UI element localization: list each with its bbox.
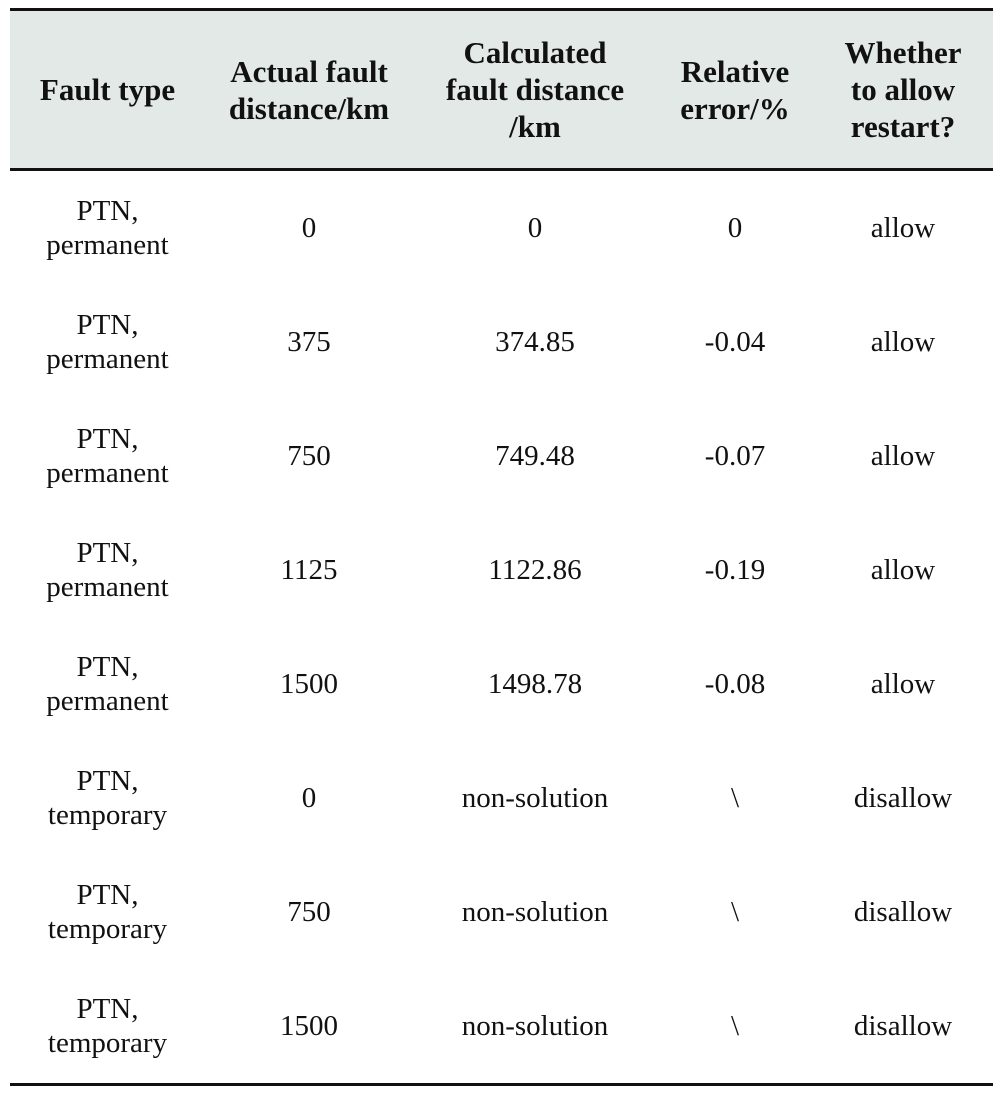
cell-fault-type (10, 170, 205, 286)
cell-fault-type (10, 513, 205, 627)
cell-calculated-distance: non-solution (461, 896, 609, 928)
cell-actual-distance: 1500 (280, 668, 338, 700)
header-actual-distance (205, 10, 413, 170)
table-row (10, 969, 993, 1085)
cell-actual-distance: 1500 (205, 969, 413, 1085)
header-row (10, 10, 993, 170)
cell-relative-error: \ (730, 782, 740, 814)
fault-type-line: PTN, (76, 651, 139, 683)
fault-type-line: permanent (46, 229, 169, 261)
cell-fault-type (10, 855, 205, 969)
fault-type-line: permanent (46, 343, 169, 375)
table-row (10, 627, 993, 741)
cell-relative-error: \ (730, 896, 740, 928)
cell-calculated-distance: 374.85 (495, 326, 575, 358)
fault-type-line: PTN, (76, 537, 139, 569)
cell-fault-type (10, 741, 205, 855)
header-relative-error (657, 10, 813, 170)
table-row (10, 170, 993, 286)
cell-fault-type (10, 969, 205, 1085)
cell-actual-distance: 375 (287, 326, 331, 358)
table-row (10, 855, 993, 969)
header-line: Actual fault (230, 53, 388, 89)
header-line: to allow (850, 72, 956, 107)
cell-allow-restart: allow (870, 440, 936, 472)
cell-allow-restart: allow (870, 326, 936, 358)
header-line: error/% (680, 90, 790, 126)
cell-calculated-distance: non-solution (413, 969, 657, 1085)
header-line: fault distance (445, 72, 625, 107)
table-row (10, 741, 993, 855)
fault-type-line: PTN, (76, 423, 139, 455)
header-line: restart? (850, 109, 956, 144)
table-row (10, 285, 993, 399)
table-header (10, 10, 993, 170)
cell-allow-restart: allow (870, 212, 936, 244)
table-row (10, 513, 993, 627)
fault-type-line: permanent (46, 571, 169, 603)
table-row (10, 399, 993, 513)
header-fault-type (10, 10, 205, 170)
fault-type-line: temporary (47, 799, 168, 831)
header-line: Calculated (463, 35, 607, 70)
cell-relative-error: -0.07 (704, 440, 766, 472)
table-body (10, 170, 993, 1085)
cell-calculated-distance: non-solution (461, 782, 609, 814)
fault-type-line: temporary (47, 1027, 168, 1059)
cell-allow-restart: allow (870, 554, 936, 586)
cell-relative-error: -0.19 (704, 554, 766, 586)
cell-allow-restart: disallow (853, 896, 953, 928)
cell-actual-distance: 750 (287, 896, 331, 928)
cell-relative-error: -0.08 (704, 668, 766, 700)
cell-calculated-distance: 0 (527, 212, 543, 244)
header-line: /km (509, 109, 561, 144)
header-allow-restart (813, 10, 993, 170)
header-line: Whether (844, 35, 962, 70)
fault-type-line: PTN, (76, 195, 139, 227)
header-line: Relative (680, 53, 790, 89)
cell-relative-error: -0.04 (704, 326, 766, 358)
cell-calculated-distance: 749.48 (495, 440, 575, 472)
fault-type-line: PTN, (76, 993, 139, 1025)
fault-location-table (10, 8, 993, 1086)
fault-type-line: temporary (47, 913, 168, 945)
cell-allow-restart: disallow (813, 969, 993, 1085)
header-line: Fault type (39, 72, 176, 107)
cell-calculated-distance: 1122.86 (488, 554, 582, 586)
header-calculated-distance (413, 10, 657, 170)
header-line: distance/km (228, 90, 390, 126)
cell-fault-type (10, 399, 205, 513)
cell-fault-type (10, 627, 205, 741)
cell-calculated-distance: 1498.78 (487, 668, 583, 700)
fault-type-line: PTN, (76, 879, 139, 911)
cell-allow-restart: disallow (853, 782, 953, 814)
cell-allow-restart: allow (870, 668, 936, 700)
cell-actual-distance: 0 (301, 782, 317, 814)
fault-type-line: permanent (46, 457, 169, 489)
fault-type-line: PTN, (76, 309, 139, 341)
fault-type-line: PTN, (76, 765, 139, 797)
fault-type-line: permanent (46, 685, 169, 717)
cell-relative-error: 0 (727, 212, 743, 244)
cell-fault-type (10, 285, 205, 399)
cell-relative-error: \ (657, 969, 813, 1085)
cell-actual-distance: 0 (301, 212, 317, 244)
cell-actual-distance: 750 (287, 440, 331, 472)
cell-actual-distance: 1125 (280, 554, 338, 586)
